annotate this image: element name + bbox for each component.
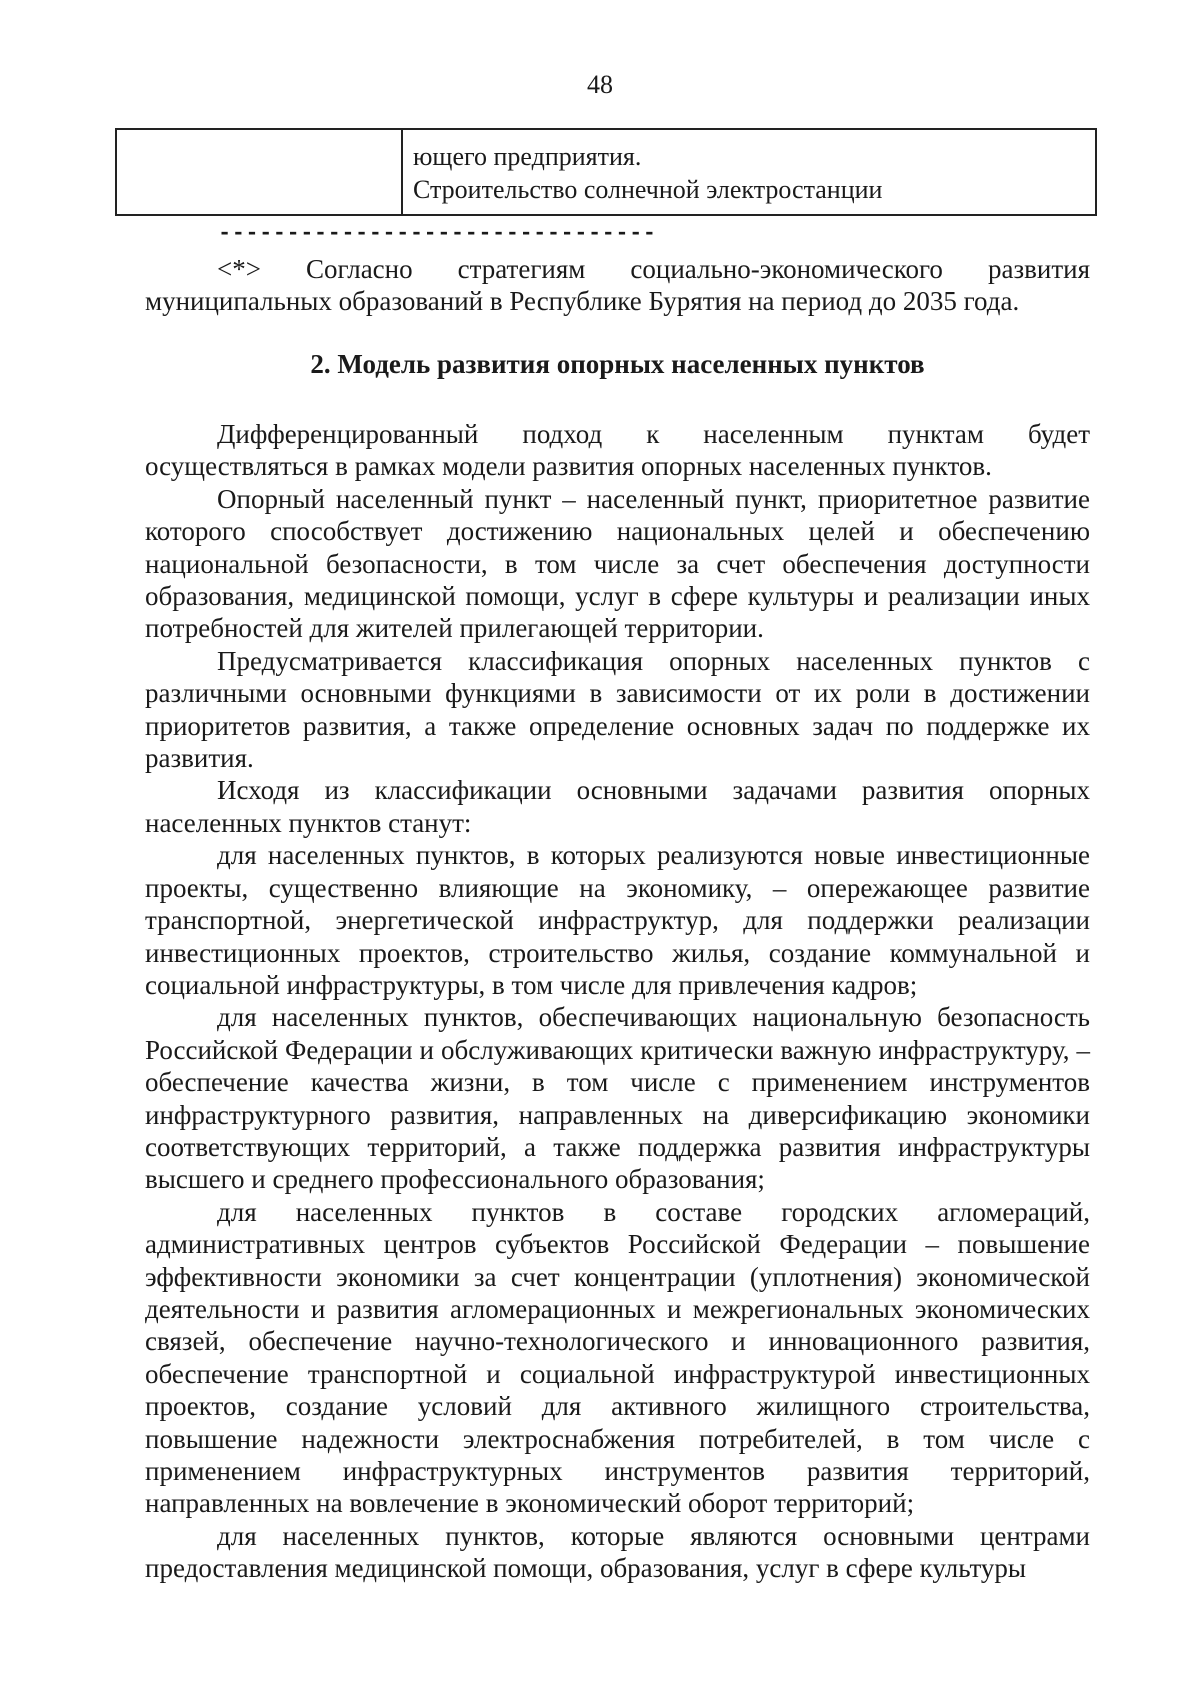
table-cell-line: Строительство солнечной электростанции — [413, 175, 883, 204]
footnote-separator: -------------------------------- — [218, 221, 657, 246]
table-cell-left — [116, 129, 402, 215]
paragraph: для населенных пунктов в составе городских агломераций, административных центров субъектов Российской Федерации – повышение эффективности экономики за счет концентрации (уплотнения) экономической деятельности и развития агломерационных и межрегиональных экономических связей, обеспечение научно-технологического и инновационного развития, обеспечение транспортной и социальной инфраструктурой инвестиционных проектов, создание условий для активного жилищного строительства, повышение надежности электроснабжения потребителей, в том числе с применением инфраструктурных инструментов развития территорий, направленных на вовлечение в экономический оборот территорий; — [145, 1196, 1090, 1519]
continuation-table — [115, 128, 1097, 216]
table-cell-line: ющего предприятия. — [413, 142, 642, 171]
paragraph: для населенных пунктов, которые являются основными центрами предоставления медицинской помощи, образования, услуг в сфере культуры — [145, 1520, 1090, 1584]
paragraph: для населенных пунктов, обеспечивающих национальную безопасность Российской Федерации и обслуживающих критически важную инфраструктуру, – обеспечение качества жизни, в том числе с применением инструментов инфраструктурного развития, направленных на диверсификацию экономики соответствующих территорий, а также поддержка развития инфраструктуры высшего и среднего профессионального образования; — [145, 1002, 1090, 1195]
table-row — [116, 129, 1096, 215]
page-number: 48 — [587, 70, 613, 99]
paragraph: для населенных пунктов, в которых реализуются новые инвестиционные проекты, существенно влияющие на экономику, – опережающее развитие транспортной, энергетической инфраструктур, для поддержки реализации инвестиционных проектов, строительство жилья, создание коммунальной и социальной инфраструктуры, в том числе для привлечения кадров; — [145, 840, 1090, 1000]
section-heading: 2. Модель развития опорных населенных пунктов — [310, 349, 925, 379]
footnote-text: <*> Согласно стратегиям социально-экономического развития муниципальных образований в Республике Бурятия на период до 2035 года. — [145, 254, 1090, 317]
paragraph: Дифференцированный подход к населенным пунктам будет осуществляться в рамках модели развития опорных населенных пунктов. — [145, 419, 1090, 482]
footnote-block — [145, 253, 1090, 318]
paragraph: Опорный населенный пункт – населенный пункт, приоритетное развитие которого способствует достижению национальных целей и обеспечению национальной безопасности, в том числе за счет обеспечения доступности образования, медицинской помощи, услуг в сфере культуры и реализации иных потребностей для жителей прилегающей территории. — [145, 483, 1090, 644]
paragraph: Предусматривается классификация опорных населенных пунктов с различными основными функциями в зависимости от их роли в достижении приоритетов развития, а также определение основных задач по поддержке их развития. — [145, 645, 1090, 774]
main-text — [145, 418, 1090, 1585]
paragraph: Исходя из классификации основными задачами развития опорных населенных пунктов станут: — [145, 775, 1090, 838]
table-cell-right — [402, 129, 1096, 215]
